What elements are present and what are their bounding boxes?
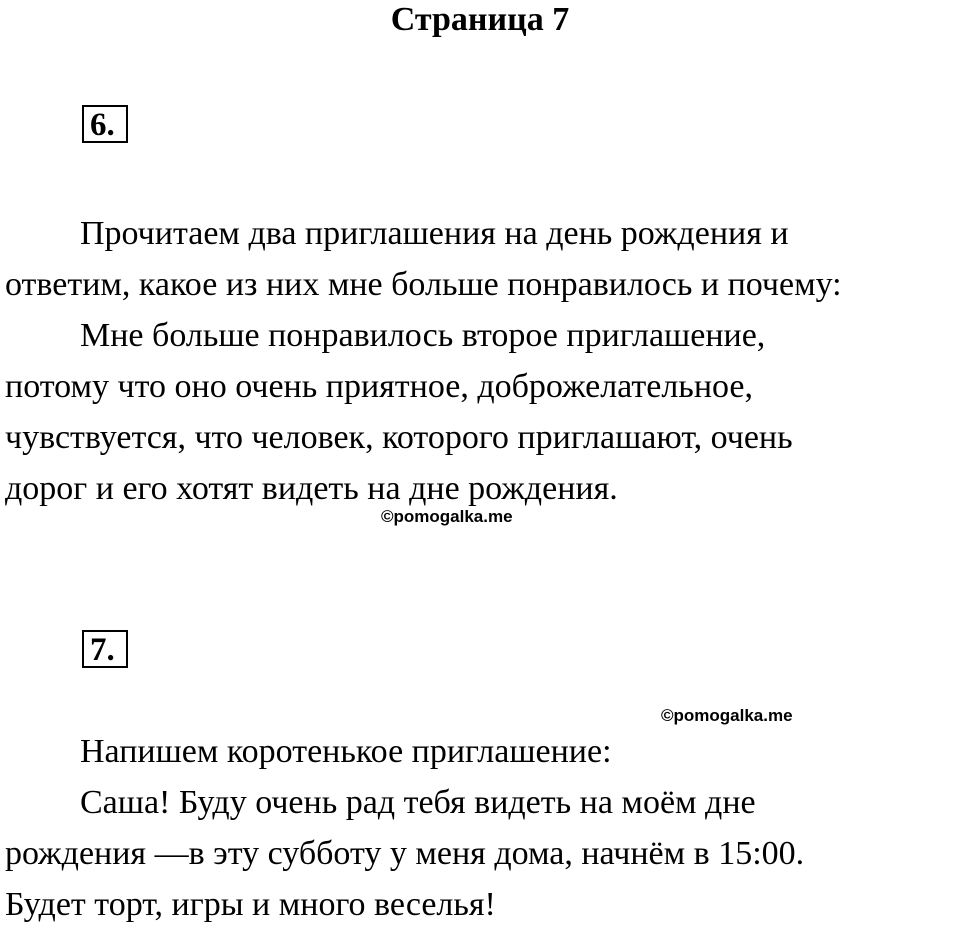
task-7-answer — [5, 726, 960, 930]
text-line: Напишем коротенькое приглашение: — [80, 733, 612, 770]
text-line: Саша! Буду очень рад тебя видеть на моём дне — [80, 784, 756, 821]
text-line: чувствуется, что человек, которого приглашают, очень — [5, 419, 793, 456]
text-line: дорог и его хотят видеть на дне рождения. — [5, 470, 618, 507]
page-title: Страница 7 — [390, 1, 570, 38]
text-line: Прочитаем два приглашения на день рождения и — [80, 215, 789, 252]
task-number-6: 6. — [82, 105, 128, 143]
task-6-answer — [5, 208, 960, 514]
watermark: ©pomogalka.me — [661, 706, 793, 725]
text-line: потому что оно очень приятное, доброжелательное, — [5, 368, 754, 405]
text-line: рождения —в эту субботу у меня дома, начнём в 15:00. — [5, 835, 805, 872]
text-line: Будет торт, игры и много веселья! — [5, 886, 496, 923]
watermark: ©pomogalka.me — [381, 507, 513, 526]
text-line: ответим, какое из них мне больше понравилось и почему: — [5, 266, 842, 303]
text-line: Мне больше понравилось второе приглашение, — [80, 317, 766, 354]
task-number-7: 7. — [82, 630, 128, 668]
